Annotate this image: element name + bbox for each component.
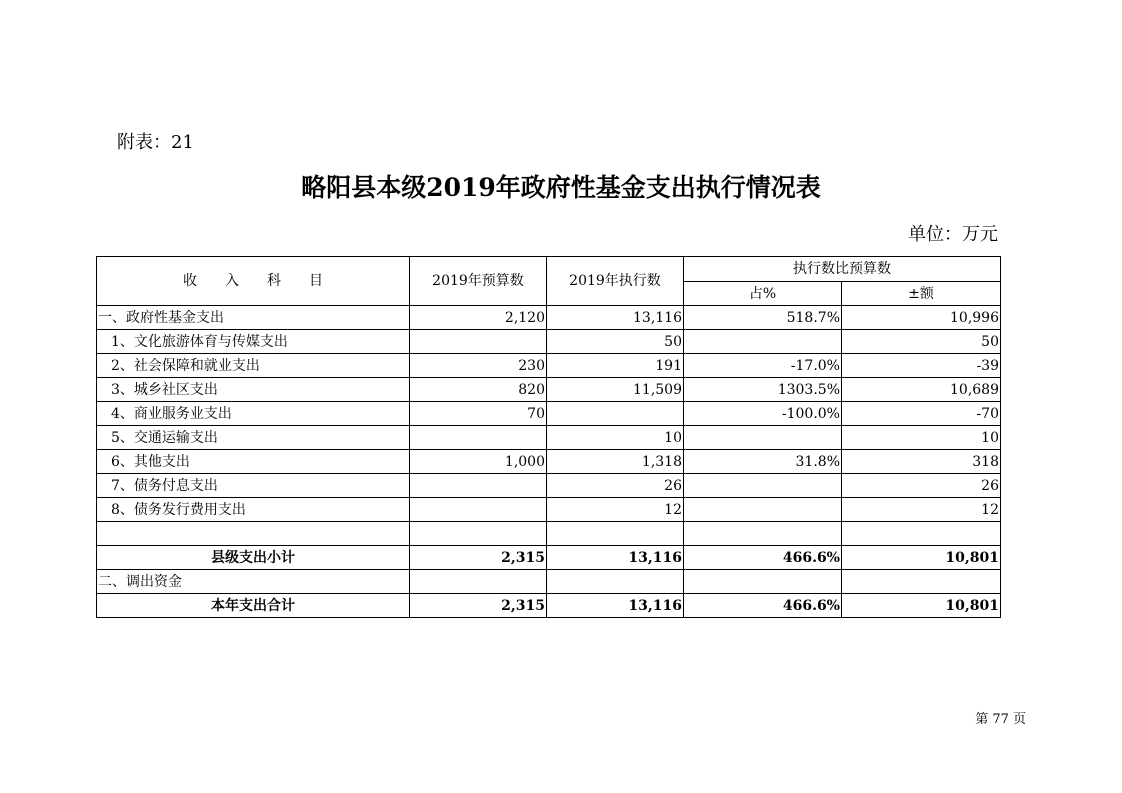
table-row: [97, 426, 1001, 450]
row-executed: 26: [547, 474, 684, 498]
empty-cell: [547, 570, 684, 594]
row-name: 1、文化旅游体育与传媒支出: [97, 330, 410, 354]
total-budget: 2,315: [410, 594, 547, 618]
row-name: 3、城乡社区支出: [97, 378, 410, 402]
header-percent: 占%: [684, 282, 842, 306]
row-executed: 12: [547, 498, 684, 522]
table-row: [97, 306, 1001, 330]
row-amount: 10,689: [842, 378, 1001, 402]
row-percent: -17.0%: [684, 354, 842, 378]
row-percent: [684, 426, 842, 450]
row-name: 2、社会保障和就业支出: [97, 354, 410, 378]
empty-cell: [547, 522, 684, 546]
empty-cell: [684, 570, 842, 594]
total-percent: 466.6%: [684, 594, 842, 618]
row-executed: [547, 402, 684, 426]
empty-cell: [97, 522, 410, 546]
row-name: 6、其他支出: [97, 450, 410, 474]
row-budget: [410, 498, 547, 522]
total-row: [97, 594, 1001, 618]
empty-cell: [684, 522, 842, 546]
row-executed: 191: [547, 354, 684, 378]
row-budget: [410, 330, 547, 354]
table-row: [97, 378, 1001, 402]
table-row: [97, 330, 1001, 354]
empty-cell: [842, 570, 1001, 594]
row-name: 4、商业服务业支出: [97, 402, 410, 426]
row-executed: 11,509: [547, 378, 684, 402]
header-subject: 收 入 科 目: [97, 257, 410, 306]
row-executed: 50: [547, 330, 684, 354]
table-row: [97, 474, 1001, 498]
attachment-label: 附表：21: [117, 132, 194, 153]
row-percent: -100.0%: [684, 402, 842, 426]
row-percent: 31.8%: [684, 450, 842, 474]
page-title: 略阳县本级2019年政府性基金支出执行情况表: [301, 173, 821, 202]
row-budget: [410, 474, 547, 498]
row-percent: 518.7%: [684, 306, 842, 330]
row-amount: -70: [842, 402, 1001, 426]
header-amount: ±额: [842, 282, 1001, 306]
row-budget: 1,000: [410, 450, 547, 474]
table-row: [97, 402, 1001, 426]
header-budget: 2019年预算数: [410, 257, 547, 306]
row-percent: [684, 330, 842, 354]
row-name: 一、政府性基金支出: [97, 306, 410, 330]
empty-cell: [842, 522, 1001, 546]
row-executed: 10: [547, 426, 684, 450]
subtotal-amount: 10,801: [842, 546, 1001, 570]
subtotal-name: 县级支出小计: [97, 546, 410, 570]
total-executed: 13,116: [547, 594, 684, 618]
row-amount: -39: [842, 354, 1001, 378]
row-budget: 70: [410, 402, 547, 426]
total-name: 本年支出合计: [97, 594, 410, 618]
fund-expenditure-table: [96, 256, 1001, 618]
empty-cell: [410, 522, 547, 546]
header-executed: 2019年执行数: [547, 257, 684, 306]
row-name: 7、债务付息支出: [97, 474, 410, 498]
transfer-row: [97, 570, 1001, 594]
row-executed: 13,116: [547, 306, 684, 330]
row-amount: 12: [842, 498, 1001, 522]
page-number: 第 77 页: [975, 712, 1026, 727]
row-amount: 318: [842, 450, 1001, 474]
table-row: [97, 450, 1001, 474]
row-amount: 10: [842, 426, 1001, 450]
row-percent: [684, 474, 842, 498]
table-row: [97, 498, 1001, 522]
row-name: 8、债务发行费用支出: [97, 498, 410, 522]
row-percent: [684, 498, 842, 522]
row-amount: 26: [842, 474, 1001, 498]
row-budget: 230: [410, 354, 547, 378]
row-amount: 10,996: [842, 306, 1001, 330]
table-row: [97, 354, 1001, 378]
total-amount: 10,801: [842, 594, 1001, 618]
row-budget: 820: [410, 378, 547, 402]
subtotal-percent: 466.6%: [684, 546, 842, 570]
row-executed: 1,318: [547, 450, 684, 474]
row-percent: 1303.5%: [684, 378, 842, 402]
row-budget: [410, 426, 547, 450]
empty-row: [97, 522, 1001, 546]
row-amount: 50: [842, 330, 1001, 354]
row-budget: 2,120: [410, 306, 547, 330]
row-name: 5、交通运输支出: [97, 426, 410, 450]
header-compare-group: 执行数比预算数: [684, 257, 1001, 282]
transfer-name: 二、调出资金: [97, 570, 410, 594]
empty-cell: [410, 570, 547, 594]
subtotal-budget: 2,315: [410, 546, 547, 570]
subtotal-executed: 13,116: [547, 546, 684, 570]
subtotal-row: [97, 546, 1001, 570]
unit-label: 单位：万元: [908, 224, 998, 245]
